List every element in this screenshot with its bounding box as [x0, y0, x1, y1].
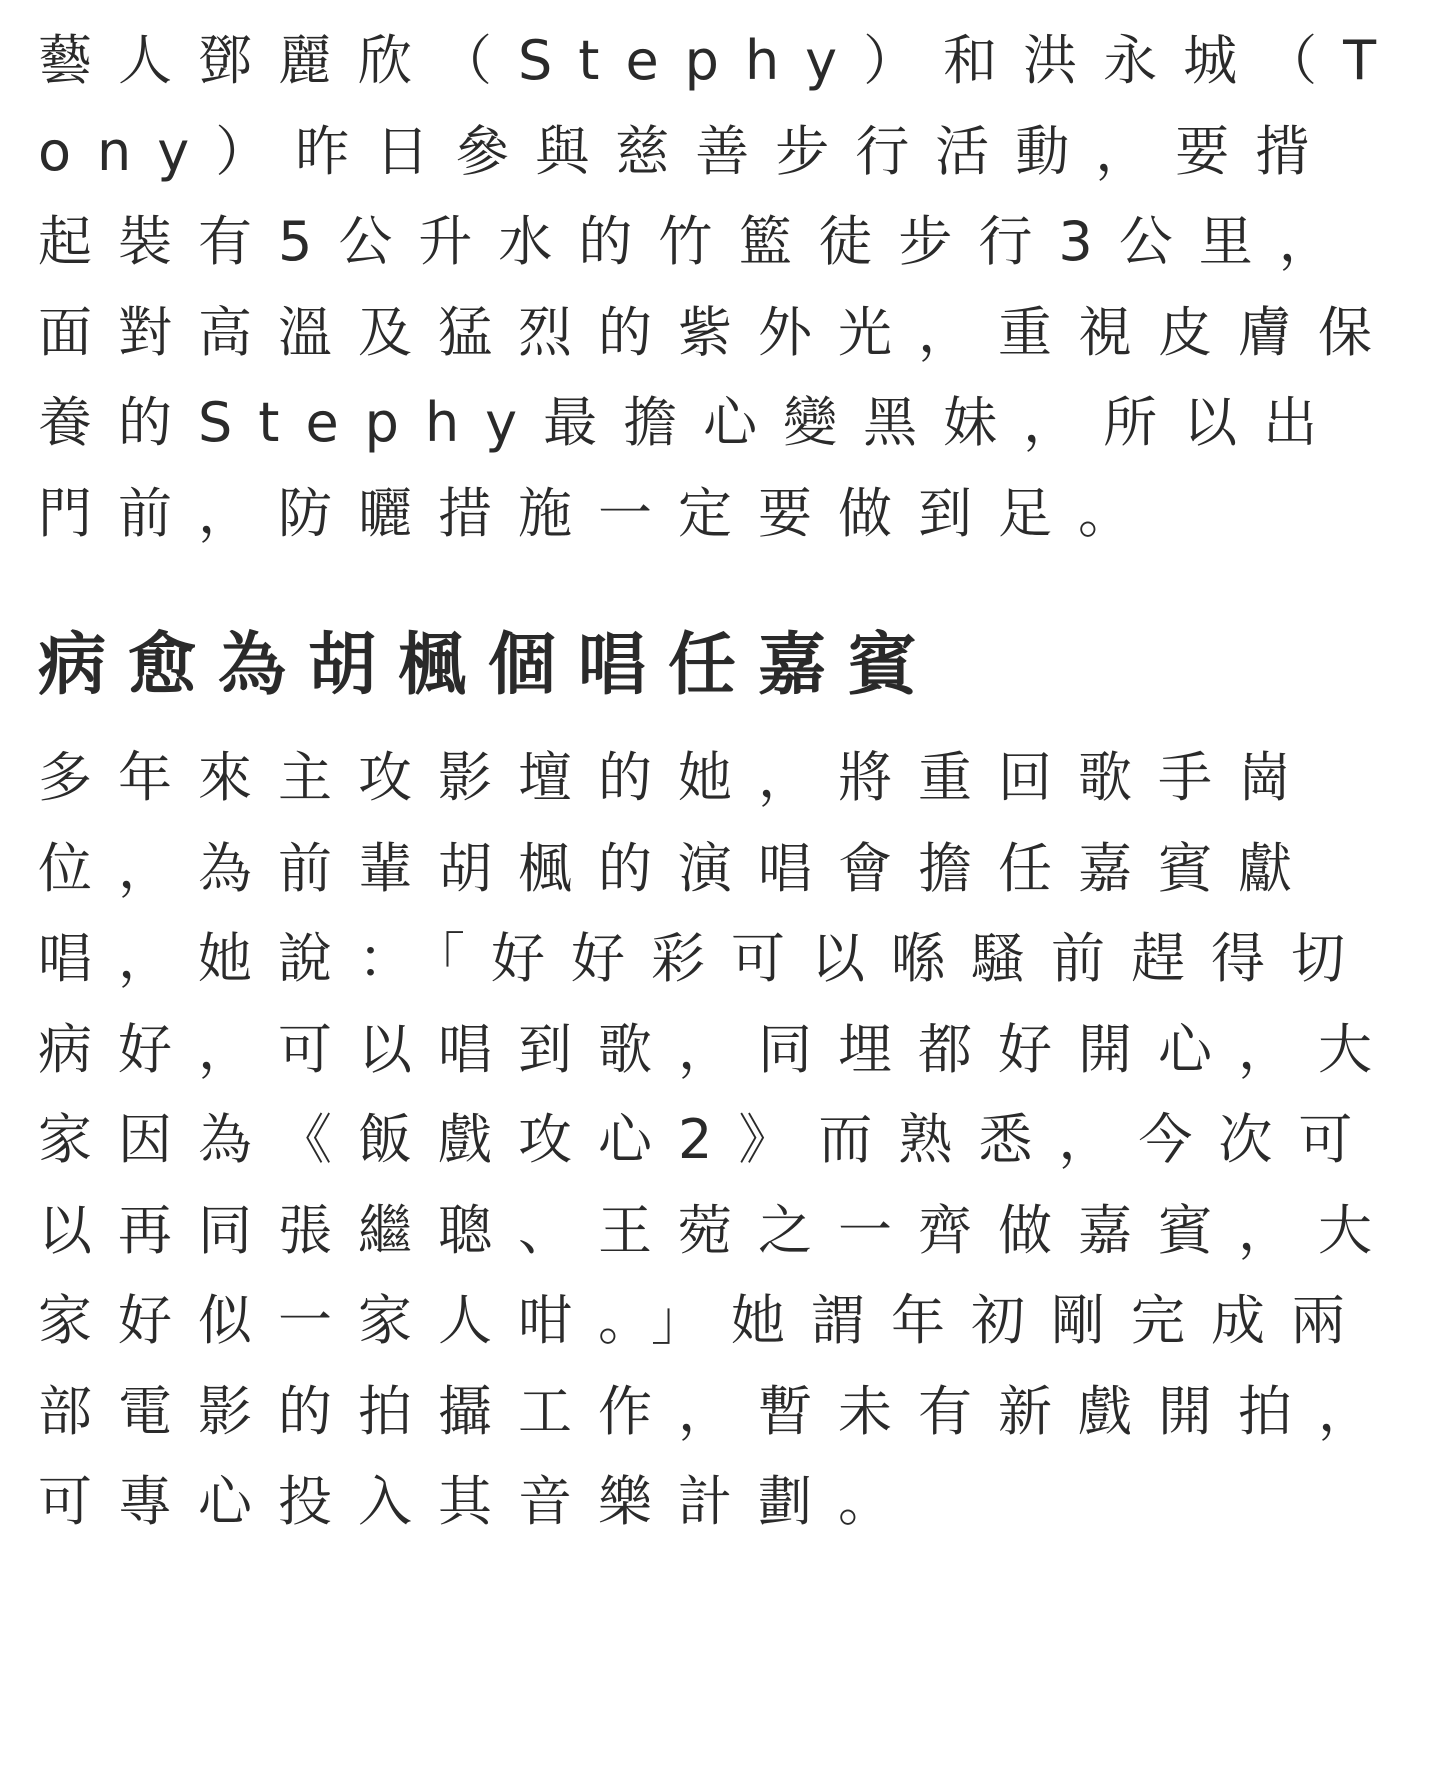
section-paragraph: 多年來主攻影壇的她，將重回歌手崗位，為前輩胡楓的演唱會擔任嘉賓獻唱，她說：「好好彩可以喺騷前趕得切病好，可以唱到歌，同埋都好開心，大家因為《飯戲攻心2》而熟悉，今次可以再同張繼聰、王菀之一齊做嘉賓，大家好似一家人咁。」她謂年初剛完成兩部電影的拍攝工作，暫未有新戲開拍，可專心投入其音樂計劃。 — [38, 746, 1398, 1533]
section-heading: 病愈為胡楓個唱任嘉賓 — [38, 626, 939, 705]
article-body — [38, 16, 1408, 1548]
intro-paragraph: 藝人鄧麗欣（Stephy）和洪永城（Tony）昨日參與慈善步行活動，要揹起裝有5公升水的竹籃徒步行3公里，面對高溫及猛烈的紫外光，重視皮膚保養的Stephy最擔心變黑妹，所以出門前，防曬措施一定要做到足。 — [38, 29, 1403, 545]
